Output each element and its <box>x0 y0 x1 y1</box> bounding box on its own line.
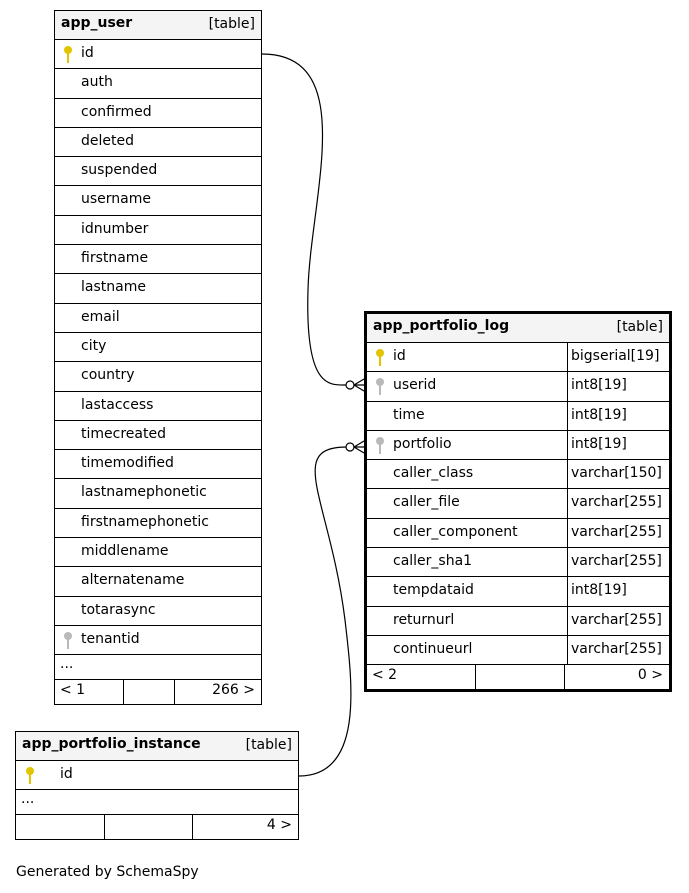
column-name: lastnamephonetic <box>81 484 207 501</box>
relation-user-to-log <box>262 54 347 385</box>
primary-key-icon <box>376 349 384 367</box>
column-name: id <box>60 766 73 782</box>
table-name: app_portfolio_instance <box>22 736 201 752</box>
table-header <box>55 11 261 40</box>
column-row <box>55 333 261 362</box>
column-name: id <box>393 348 406 364</box>
column-row <box>55 69 261 98</box>
column-type: varchar[255] <box>571 611 662 628</box>
column-name: city <box>81 337 107 354</box>
column-row <box>55 40 261 69</box>
column-row <box>55 450 261 479</box>
column-name: firstnamephonetic <box>81 513 209 530</box>
column-row <box>55 597 261 626</box>
column-row <box>55 245 261 274</box>
table-app-portfolio-log[interactable] <box>364 311 672 692</box>
table-footer <box>367 665 669 689</box>
column-row <box>367 548 669 577</box>
column-row <box>55 538 261 567</box>
parents-count[interactable]: < 1 <box>60 682 86 699</box>
column-name: auth <box>81 74 113 91</box>
column-type: bigserial[19] <box>571 348 660 364</box>
table-name: app_user <box>61 15 133 31</box>
column-row <box>367 343 669 372</box>
crowfoot-marker <box>354 379 364 391</box>
column-name: caller_class <box>393 465 474 482</box>
table-app-portfolio-instance[interactable] <box>15 731 299 840</box>
column-row <box>55 509 261 538</box>
column-name: tenantid <box>81 630 140 647</box>
column-row <box>367 460 669 489</box>
optional-marker <box>346 443 354 451</box>
column-name: caller_component <box>393 523 518 540</box>
parents-count[interactable]: < 2 <box>372 667 398 684</box>
column-type: varchar[255] <box>571 553 662 570</box>
relation-instance-to-log <box>299 447 351 776</box>
column-row <box>55 479 261 508</box>
column-type: varchar[255] <box>571 640 662 657</box>
column-row <box>55 157 261 186</box>
column-row <box>55 626 261 655</box>
foreign-key-icon <box>376 378 384 396</box>
column-name: returnurl <box>393 611 455 628</box>
column-name: totarasync <box>81 601 156 618</box>
column-row <box>367 607 669 636</box>
column-name: caller_file <box>393 494 460 511</box>
crowfoot-marker <box>354 441 364 453</box>
foreign-key-icon <box>64 632 72 650</box>
column-name: time <box>393 406 425 423</box>
column-name: timemodified <box>81 455 174 472</box>
generated-by-footer: Generated by SchemaSpy <box>16 864 199 880</box>
primary-key-icon <box>26 767 34 785</box>
column-type: int8[19] <box>571 435 627 452</box>
column-name: username <box>81 191 151 208</box>
column-row <box>367 519 669 548</box>
column-name: id <box>81 45 94 61</box>
column-row <box>55 99 261 128</box>
table-footer <box>16 815 298 839</box>
table-header <box>367 314 669 343</box>
more-columns: ... <box>16 790 298 815</box>
column-type: int8[19] <box>571 377 627 394</box>
column-row <box>55 362 261 391</box>
column-name: lastname <box>81 279 146 296</box>
column-row <box>367 636 669 665</box>
column-name: idnumber <box>81 220 149 237</box>
column-type: int8[19] <box>571 406 627 423</box>
children-count[interactable]: 266 > <box>212 682 255 699</box>
column-row <box>55 274 261 303</box>
column-name: email <box>81 308 120 325</box>
column-row <box>367 402 669 431</box>
column-type: varchar[255] <box>571 523 662 540</box>
column-row <box>55 216 261 245</box>
column-name: alternatename <box>81 572 185 589</box>
column-type: varchar[255] <box>571 494 662 511</box>
column-name: tempdataid <box>393 582 474 599</box>
table-name: app_portfolio_log <box>373 318 510 334</box>
children-count[interactable]: 0 > <box>637 667 663 684</box>
column-row <box>367 489 669 518</box>
column-name: lastaccess <box>81 396 154 413</box>
optional-marker <box>346 381 354 389</box>
column-name: userid <box>393 377 437 394</box>
column-type: varchar[150] <box>571 465 662 482</box>
column-name: suspended <box>81 162 158 179</box>
table-footer <box>55 680 261 704</box>
column-row <box>55 421 261 450</box>
column-name: caller_sha1 <box>393 553 473 570</box>
column-row <box>55 186 261 215</box>
column-name: middlename <box>81 543 169 560</box>
foreign-key-icon <box>376 437 384 455</box>
column-type: int8[19] <box>571 582 627 599</box>
column-row <box>55 392 261 421</box>
children-count[interactable]: 4 > <box>266 817 292 834</box>
table-kind: [table] <box>245 737 292 753</box>
primary-key-icon <box>64 46 72 64</box>
column-row <box>367 577 669 606</box>
table-app-user[interactable] <box>54 10 262 705</box>
more-columns: ... <box>55 655 261 680</box>
column-name: deleted <box>81 132 134 149</box>
column-name: firstname <box>81 250 149 267</box>
table-kind: [table] <box>616 319 663 335</box>
column-row <box>55 128 261 157</box>
column-row <box>55 567 261 596</box>
column-name: confirmed <box>81 103 152 120</box>
table-kind: [table] <box>208 16 255 32</box>
column-name: country <box>81 367 135 384</box>
column-name: continueurl <box>393 640 473 657</box>
column-row <box>367 431 669 460</box>
column-row <box>367 372 669 401</box>
column-name: timecreated <box>81 425 166 442</box>
table-header <box>16 732 298 761</box>
column-row <box>16 761 298 790</box>
column-row <box>55 304 261 333</box>
column-name: portfolio <box>393 435 452 452</box>
